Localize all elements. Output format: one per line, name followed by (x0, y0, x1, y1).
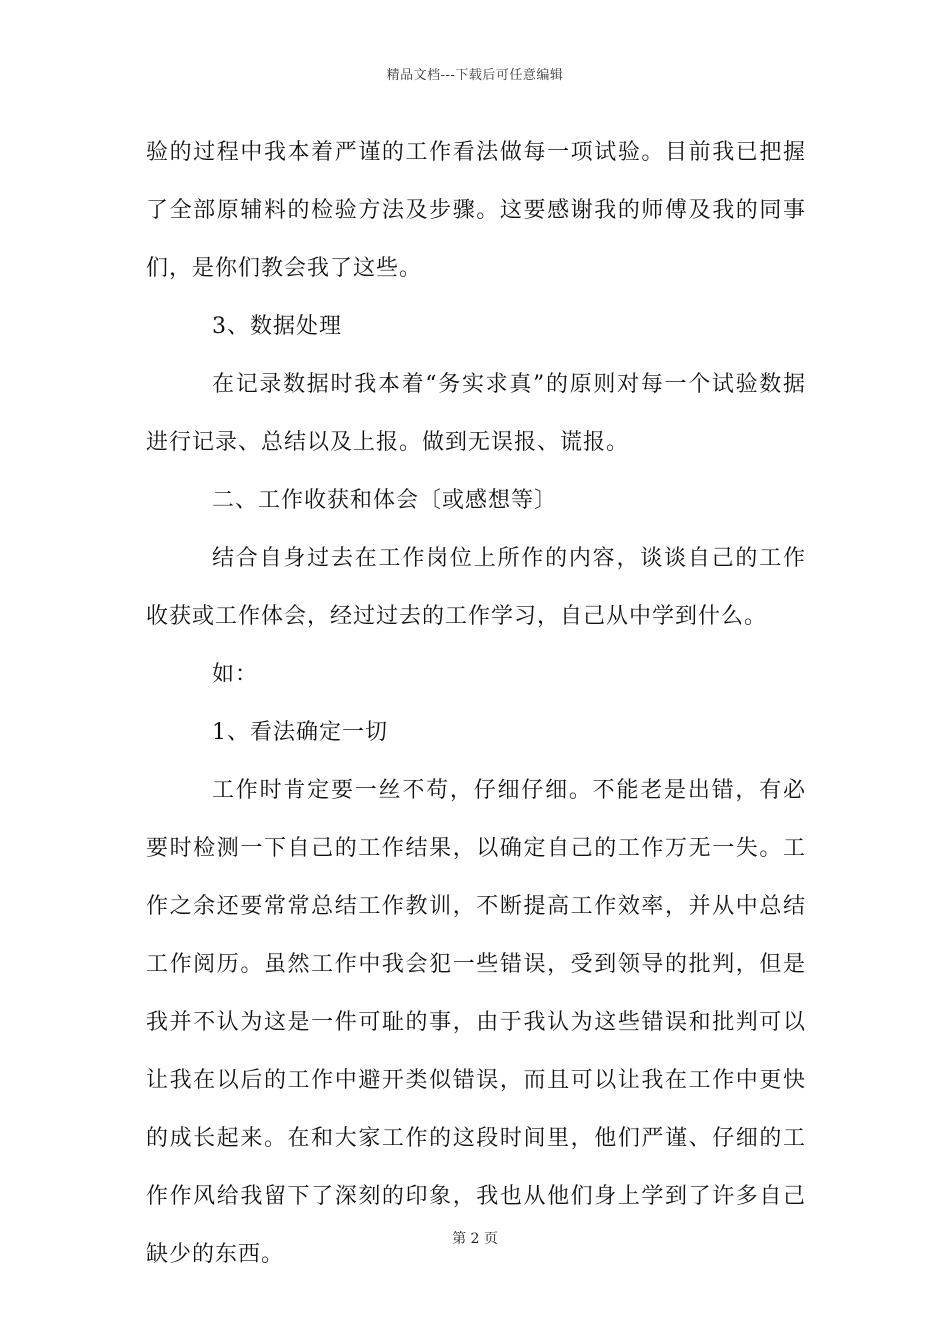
paragraph-example-label: 如： (212, 662, 259, 687)
document-body (146, 124, 806, 1284)
paragraph-data-recording: 在记录数据时我本着“务实求真”的原则对每一个试验数据进行记录、总结以及上报。做到无误报、谎报。 (146, 372, 806, 455)
section-heading-data-processing: 3、数据处理 (212, 314, 342, 339)
paragraph-work-gains: 结合自身过去在工作岗位上所作的内容，谈谈自己的工作收获或工作体会，经过过去的工作学习，自己从中学到什么。 (146, 546, 806, 629)
paragraph-attitude: 工作时肯定要一丝不苟，仔细仔细。不能老是出错，有必要时检测一下自己的工作结果，以确定自己的工作万无一失。工作之余还要常常总结工作教训，不断提高工作效率，并从中总结工作阅历。虽然工作中我会犯一些错误，受到领导的批判，但是我并不认为这是一件可耻的事，由于我认为这些错误和批判可以让我在以后的工作中避开类似错误，而且可以让我在工作中更快的成长起来。在和大家工作的这段时间里，他们严谨、仔细的工作作风给我留下了深刻的印象，我也从他们身上学到了许多自己缺少的东西。 (146, 778, 806, 1267)
page-header: 精品文档---下载后可任意编辑 (386, 68, 564, 83)
section-heading-attitude: 1、看法确定一切 (212, 720, 388, 745)
paragraph-continuation: 验的过程中我本着严谨的工作看法做每一项试验。目前我已把握了全部原辅料的检验方法及步骤。这要感谢我的师傅及我的同事们，是你们教会我了这些。 (146, 140, 806, 281)
page-number: 第 2 页 (452, 1231, 498, 1247)
section-heading-work-gains: 二、工作收获和体会〔或感想等〕 (212, 488, 558, 513)
